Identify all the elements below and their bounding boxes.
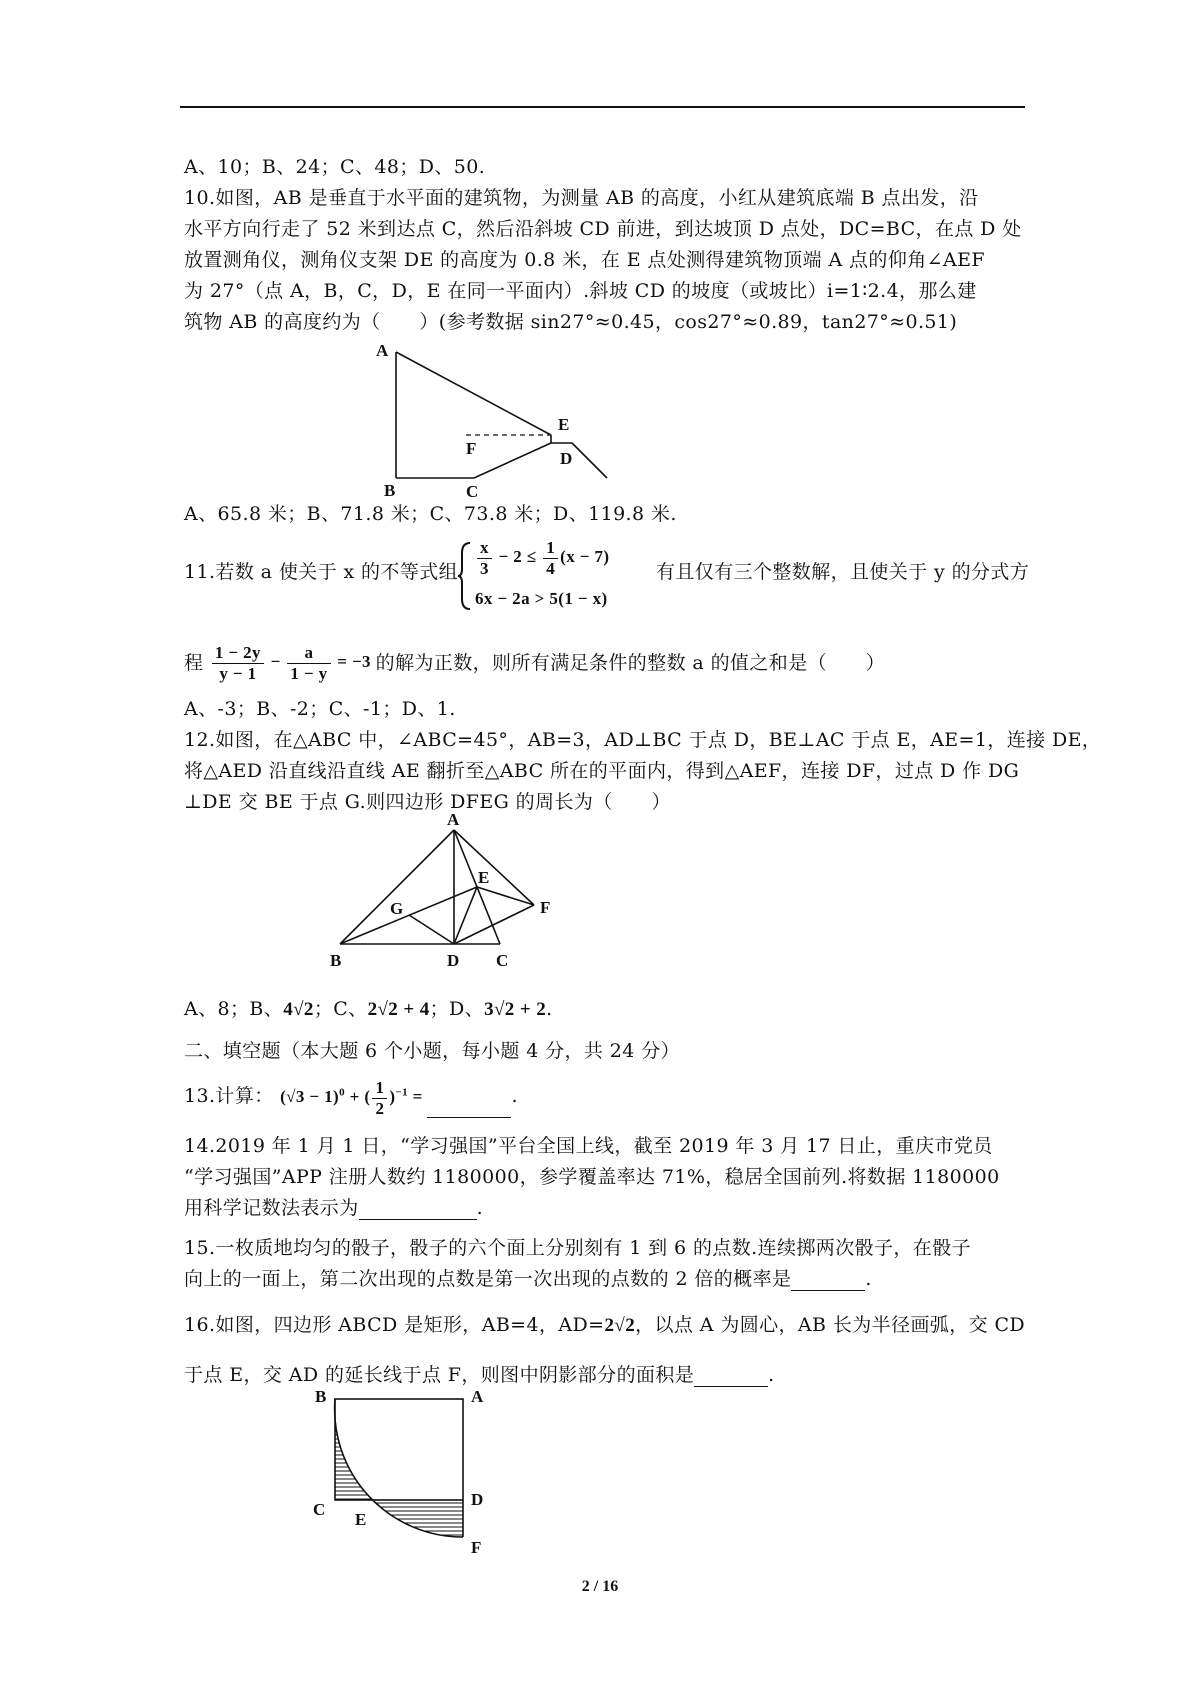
- q12-label-b: B: [330, 951, 342, 970]
- q16-label-b: B: [315, 1387, 327, 1406]
- q11-inequality-2: 6x − 2a > 5(1 − x): [475, 589, 608, 608]
- q10-text-line5: 筑物 AB 的高度约为（ ）(参考数据 sin27°≈0.45，cos27°≈0.89，tan27°≈0.51): [184, 311, 958, 333]
- q11-line2: [184, 645, 885, 685]
- q16-line1-a: 16.如图，四边形 ABCD 是矩形，AB=4，AD=: [184, 1314, 605, 1336]
- q16-text-line2: [184, 1360, 775, 1387]
- q16-text-line1: [184, 1310, 1025, 1337]
- q12-label-a: A: [447, 810, 460, 829]
- q12-label-e: E: [478, 868, 490, 887]
- q11-options: A、-3；B、-2；C、-1；D、1.: [184, 698, 456, 720]
- q16-end: .: [768, 1364, 775, 1386]
- q16-label-c: C: [313, 1500, 326, 1519]
- q16-ad-value: 2√2: [604, 1315, 636, 1336]
- q10-label-f: F: [466, 439, 477, 458]
- q10-label-d: D: [560, 449, 573, 468]
- q9-options: A、10；B、24；C、48；D、50.: [184, 156, 486, 178]
- q10-figure: [370, 338, 630, 498]
- q11-ineq1-right-den: 4: [546, 558, 556, 578]
- q13-close: ): [389, 1086, 396, 1106]
- q16-line1-b: ，以点 A 为圆心，AB 长为半径画弧，交 CD: [635, 1314, 1026, 1336]
- q12-text-line3: ⊥DE 交 BE 于点 G.则四边形 DFEG 的周长为（ ）: [184, 791, 671, 813]
- q10-text-line4: 为 27°（点 A，B，C，D，E 在同一平面内）.斜坡 CD 的坡度（或坡比）i=1∶2.4，那么建: [184, 280, 977, 302]
- q10-text-line1: 10.如图，AB 是垂直于水平面的建筑物，为测量 AB 的高度，小红从建筑底端 B 点出发，沿: [184, 187, 979, 209]
- q14-end: .: [476, 1197, 484, 1219]
- q14-line3-text: 用科学记数法表示为: [184, 1197, 359, 1219]
- q13-frac-num: 1: [372, 1078, 387, 1099]
- header-rule: [180, 106, 1025, 108]
- q11-inequality-1: [475, 538, 609, 578]
- q11-fraction-equation: [210, 643, 376, 683]
- q12-option-sep2: ；D、: [429, 998, 485, 1020]
- q11-system-brace: [458, 541, 472, 611]
- q11-line1-prefix: 11.若数 a 使关于 x 的不等式组: [184, 561, 459, 583]
- q10-label-b: B: [384, 481, 396, 498]
- q15-answer-blank[interactable]: [791, 1270, 865, 1291]
- q16-shaded-region-left: [335, 1399, 372, 1500]
- q10-label-a: A: [376, 341, 389, 360]
- q12-figure: [330, 808, 570, 978]
- q16-label-e: E: [355, 1510, 367, 1529]
- q12-option-d-value: 3√2 + 2: [484, 999, 547, 1020]
- q11-ineq1-left-den: 3: [480, 558, 489, 578]
- q14-text-line2: “学习强国”APP 注册人数约 1180000，参学覆盖率达 71%，稳居全国前列.将数据 1180000: [184, 1166, 1000, 1188]
- q16-label-f: F: [471, 1538, 482, 1557]
- q12-label-d: D: [447, 951, 460, 970]
- q13-eq: =: [408, 1086, 423, 1106]
- q12-option-end: .: [546, 998, 553, 1020]
- section2-heading: 二、填空题（本大题 6 个小题，每小题 4 分，共 24 分）: [184, 1040, 680, 1062]
- q11-eq-rhs: = −3: [337, 651, 371, 671]
- q13-answer-blank[interactable]: [427, 1117, 511, 1118]
- q12-line-be: [340, 887, 477, 944]
- q16-figure: [305, 1385, 515, 1560]
- q13-expr1: (√3 − 1): [280, 1086, 340, 1106]
- q15-text-line2: [184, 1264, 872, 1291]
- q13-frac-den: 2: [375, 1098, 385, 1118]
- q11-line2-prefix: 程: [184, 651, 204, 674]
- q10-text-line3: 放置测角仪，测角仪支架 DE 的高度为 0.8 米，在 E 点处测得建筑物顶端 A 点的仰角∠AEF: [184, 249, 985, 271]
- q10-line-ae: [396, 352, 551, 435]
- q11-eq-num2: a: [287, 643, 330, 664]
- q16-line2-text: 于点 E，交 AD 的延长线于点 F，则图中阴影部分的面积是: [184, 1364, 695, 1386]
- q12-text-line2: 将△AED 沿直线沿直线 AE 翻折至△ABC 所在的平面内，得到△AEF，连接 DF，过点 D 作 DG: [184, 760, 1020, 782]
- q11-eq-den2: 1 − y: [290, 663, 328, 683]
- q11-eq-minus: −: [270, 651, 281, 671]
- q12-option-sep1: ；C、: [313, 998, 368, 1020]
- q11-eq-den1: y − 1: [219, 663, 257, 683]
- q12-option-b-value: 4√2: [283, 999, 314, 1020]
- q11-ineq1-left-num: x: [477, 538, 492, 559]
- q10-label-e: E: [558, 415, 570, 434]
- q11-ineq1-tail: (x − 7): [560, 546, 610, 566]
- q11-line2-suffix: 的解为正数，则所有满足条件的整数 a 的值之和是（ ）: [375, 651, 886, 674]
- q10-line-cd: [474, 443, 551, 478]
- q13-plus: + (: [345, 1086, 371, 1106]
- q12-text-line1: 12.如图，在△ABC 中，∠ABC=45°，AB=3，AD⊥BC 于点 D，BE⊥AC 于点 E，AE=1，连接 DE，: [184, 729, 1102, 751]
- q16-label-d: D: [471, 1490, 484, 1509]
- q13-expression: [280, 1078, 427, 1118]
- q13-exp1: 0: [339, 1086, 346, 1099]
- page-number: 2 / 16: [581, 1578, 619, 1595]
- q11-line1-suffix: 有且仅有三个整数解，且使关于 y 的分式方: [656, 561, 1030, 583]
- q12-label-f: F: [540, 898, 551, 917]
- q15-line2-text: 向上的一面上，第二次出现的点数是第一次出现的点数的 2 倍的概率是: [184, 1268, 792, 1290]
- q16-answer-blank[interactable]: [694, 1366, 768, 1387]
- q14-text-line3: [184, 1193, 483, 1220]
- q12-label-c: C: [496, 951, 509, 970]
- q10-line-slope-right: [572, 443, 607, 478]
- q10-label-c: C: [466, 482, 479, 498]
- q11-eq-num1: 1 − 2y: [212, 643, 264, 664]
- q14-text-line1: 14.2019 年 1 月 1 日，“学习强国”平台全国上线，截至 2019 年 3 月 17 日止，重庆市党员: [184, 1135, 993, 1157]
- q12-option-c-value: 2√2 + 4: [367, 999, 430, 1020]
- q15-end: .: [865, 1268, 872, 1290]
- q12-options: [184, 994, 553, 1021]
- q12-label-g: G: [390, 899, 404, 918]
- q12-line-df: [454, 905, 534, 944]
- q13-end: .: [511, 1084, 518, 1107]
- q16-label-a: A: [471, 1387, 484, 1406]
- q16-shaded-region-right: [372, 1500, 463, 1537]
- q10-options: A、65.8 米；B、71.8 米；C、73.8 米；D、119.8 米.: [184, 503, 677, 525]
- q14-answer-blank[interactable]: [359, 1199, 477, 1220]
- q12-line-af: [454, 830, 534, 905]
- q10-text-line2: 水平方向行走了 52 米到达点 C，然后沿斜坡 CD 前进，到达坡顶 D 点处，DC=BC，在点 D 处: [184, 218, 1022, 240]
- q13-exp2: −1: [395, 1086, 409, 1099]
- q13-prefix: 13.计算：: [184, 1084, 274, 1107]
- q12-option-a: A、8；B、: [184, 998, 284, 1020]
- q11-ineq1-mid: − 2 ≤: [498, 546, 537, 566]
- q12-line-dg: [409, 915, 454, 944]
- q13-line: [184, 1078, 518, 1118]
- q11-ineq1-right-num: 1: [543, 538, 558, 559]
- q15-text-line1: 15.一枚质地均匀的骰子，骰子的六个面上分别刻有 1 到 6 的点数.连续掷两次骰子，在骰子: [184, 1237, 971, 1259]
- q12-line-ab: [340, 830, 454, 944]
